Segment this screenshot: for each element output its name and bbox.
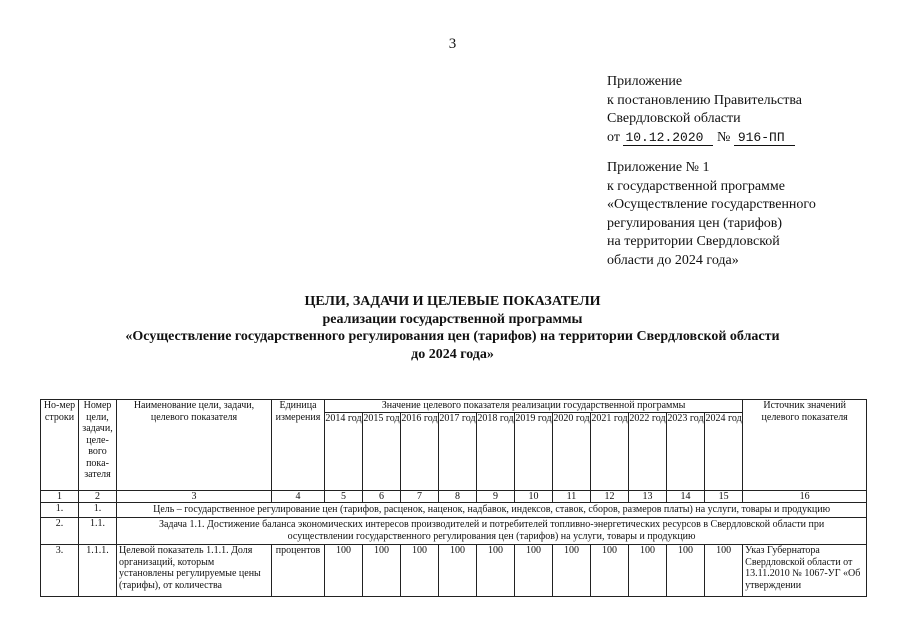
indicator-value: 100 <box>439 545 477 597</box>
resolution-number: 916-ПП <box>734 131 795 146</box>
header-name: Наименование цели, задачи, целевого показателя <box>117 400 272 491</box>
appendix-line: к постановлению Правительства <box>607 92 803 108</box>
number-prefix: № <box>716 129 731 145</box>
appendix-line: Приложение <box>607 74 683 89</box>
appendix-line: к государственной программе <box>607 178 785 194</box>
title-line: «Осуществление государственного регулирования цен (тарифов) на территории Свердловской области <box>125 329 780 344</box>
header-source: Источник значений целевого показателя <box>743 400 867 491</box>
column-number: 1 <box>41 490 79 502</box>
column-number: 9 <box>477 490 515 502</box>
header-year: 2020 год <box>553 412 591 490</box>
indicator-value: 100 <box>705 545 743 597</box>
appendix-line: Приложение № 1 <box>607 160 710 175</box>
header-year: 2014 год <box>325 412 363 490</box>
column-number: 16 <box>743 490 867 502</box>
resolution-date: 10.12.2020 <box>623 131 713 146</box>
title-line: до 2024 года» <box>411 346 494 362</box>
indicator-value: 100 <box>477 545 515 597</box>
indicator-value: 100 <box>667 545 705 597</box>
column-number: 11 <box>553 490 591 502</box>
task-code: 1.1. <box>79 518 117 545</box>
column-number: 6 <box>363 490 401 502</box>
appendix-line: области до 2024 года» <box>607 252 739 268</box>
column-number: 7 <box>401 490 439 502</box>
indicator-value: 100 <box>515 545 553 597</box>
indicator-row <box>41 545 867 597</box>
column-numbers-row <box>41 490 867 502</box>
indicator-name: Целевой показатель 1.1.1. Доля организаций, которым установлены регулируемые цены (тарифы), от количества <box>117 545 272 597</box>
column-number: 8 <box>439 490 477 502</box>
header-year: 2016 год <box>401 412 439 490</box>
appendix-line: «Осуществление государственного <box>607 197 816 212</box>
header-year: 2019 год <box>515 412 553 490</box>
header-unit: Единица измерения <box>272 400 325 491</box>
goal-text: Цель – государственное регулирование цен (тарифов, расценок, наценок, надбавок, индексов, ставок, сборов, размеров платы) на услуги, товары и продукцию <box>117 502 867 518</box>
row-number: 1. <box>41 502 79 518</box>
document-title <box>0 293 905 363</box>
column-number: 4 <box>272 490 325 502</box>
indicator-source: Указ Губернатора Свердловской области от 13.11.2010 № 1067-УГ «Об утверждении <box>743 545 867 597</box>
task-text: Задача 1.1. Достижение баланса экономических интересов производителей и потребителей топливно-энергетических ресурсов в Свердловской области при осуществлении государственного регулирования цен (тарифов) на услуги, товары и продукцию <box>117 518 867 545</box>
date-prefix: от <box>607 129 620 145</box>
header-year: 2021 год <box>591 412 629 490</box>
indicator-unit: процентов <box>272 545 325 597</box>
indicator-value: 100 <box>553 545 591 597</box>
column-number: 15 <box>705 490 743 502</box>
appendix-program-block <box>607 159 816 270</box>
indicator-code: 1.1.1. <box>79 545 117 597</box>
header-year: 2017 год <box>439 412 477 490</box>
row-number: 3. <box>41 545 79 597</box>
header-row <box>41 400 867 413</box>
appendix-line: регулирования цен (тарифов) <box>607 215 783 231</box>
targets-table <box>40 399 867 597</box>
column-number: 13 <box>629 490 667 502</box>
task-row <box>41 518 867 545</box>
goal-row <box>41 502 867 518</box>
header-year: 2024 год <box>705 412 743 490</box>
appendix-resolution-block <box>607 73 802 147</box>
appendix-date-line <box>607 129 802 148</box>
column-number: 3 <box>117 490 272 502</box>
indicator-value: 100 <box>591 545 629 597</box>
appendix-line: Свердловской области <box>607 111 741 126</box>
header-values-group: Значение целевого показателя реализации государственной программы <box>325 400 743 413</box>
column-number: 14 <box>667 490 705 502</box>
header-row-no: Но-мер строки <box>41 400 79 491</box>
appendix-line: на территории Свердловской <box>607 234 780 249</box>
header-goal-no: Номер цели, задачи, целе-вого пока-зателя <box>79 400 117 491</box>
indicator-value: 100 <box>363 545 401 597</box>
header-year: 2018 год <box>477 412 515 490</box>
column-number: 5 <box>325 490 363 502</box>
header-year: 2015 год <box>363 412 401 490</box>
header-year: 2022 год <box>629 412 667 490</box>
goal-code: 1. <box>79 502 117 518</box>
page-number: 3 <box>448 36 457 52</box>
column-number: 2 <box>79 490 117 502</box>
title-line: ЦЕЛИ, ЗАДАЧИ И ЦЕЛЕВЫЕ ПОКАЗАТЕЛИ <box>304 294 601 309</box>
column-number: 12 <box>591 490 629 502</box>
indicator-value: 100 <box>401 545 439 597</box>
column-number: 10 <box>515 490 553 502</box>
header-year: 2023 год <box>667 412 705 490</box>
row-number: 2. <box>41 518 79 545</box>
title-line: реализации государственной программы <box>322 311 583 327</box>
indicator-value: 100 <box>325 545 363 597</box>
indicator-value: 100 <box>629 545 667 597</box>
